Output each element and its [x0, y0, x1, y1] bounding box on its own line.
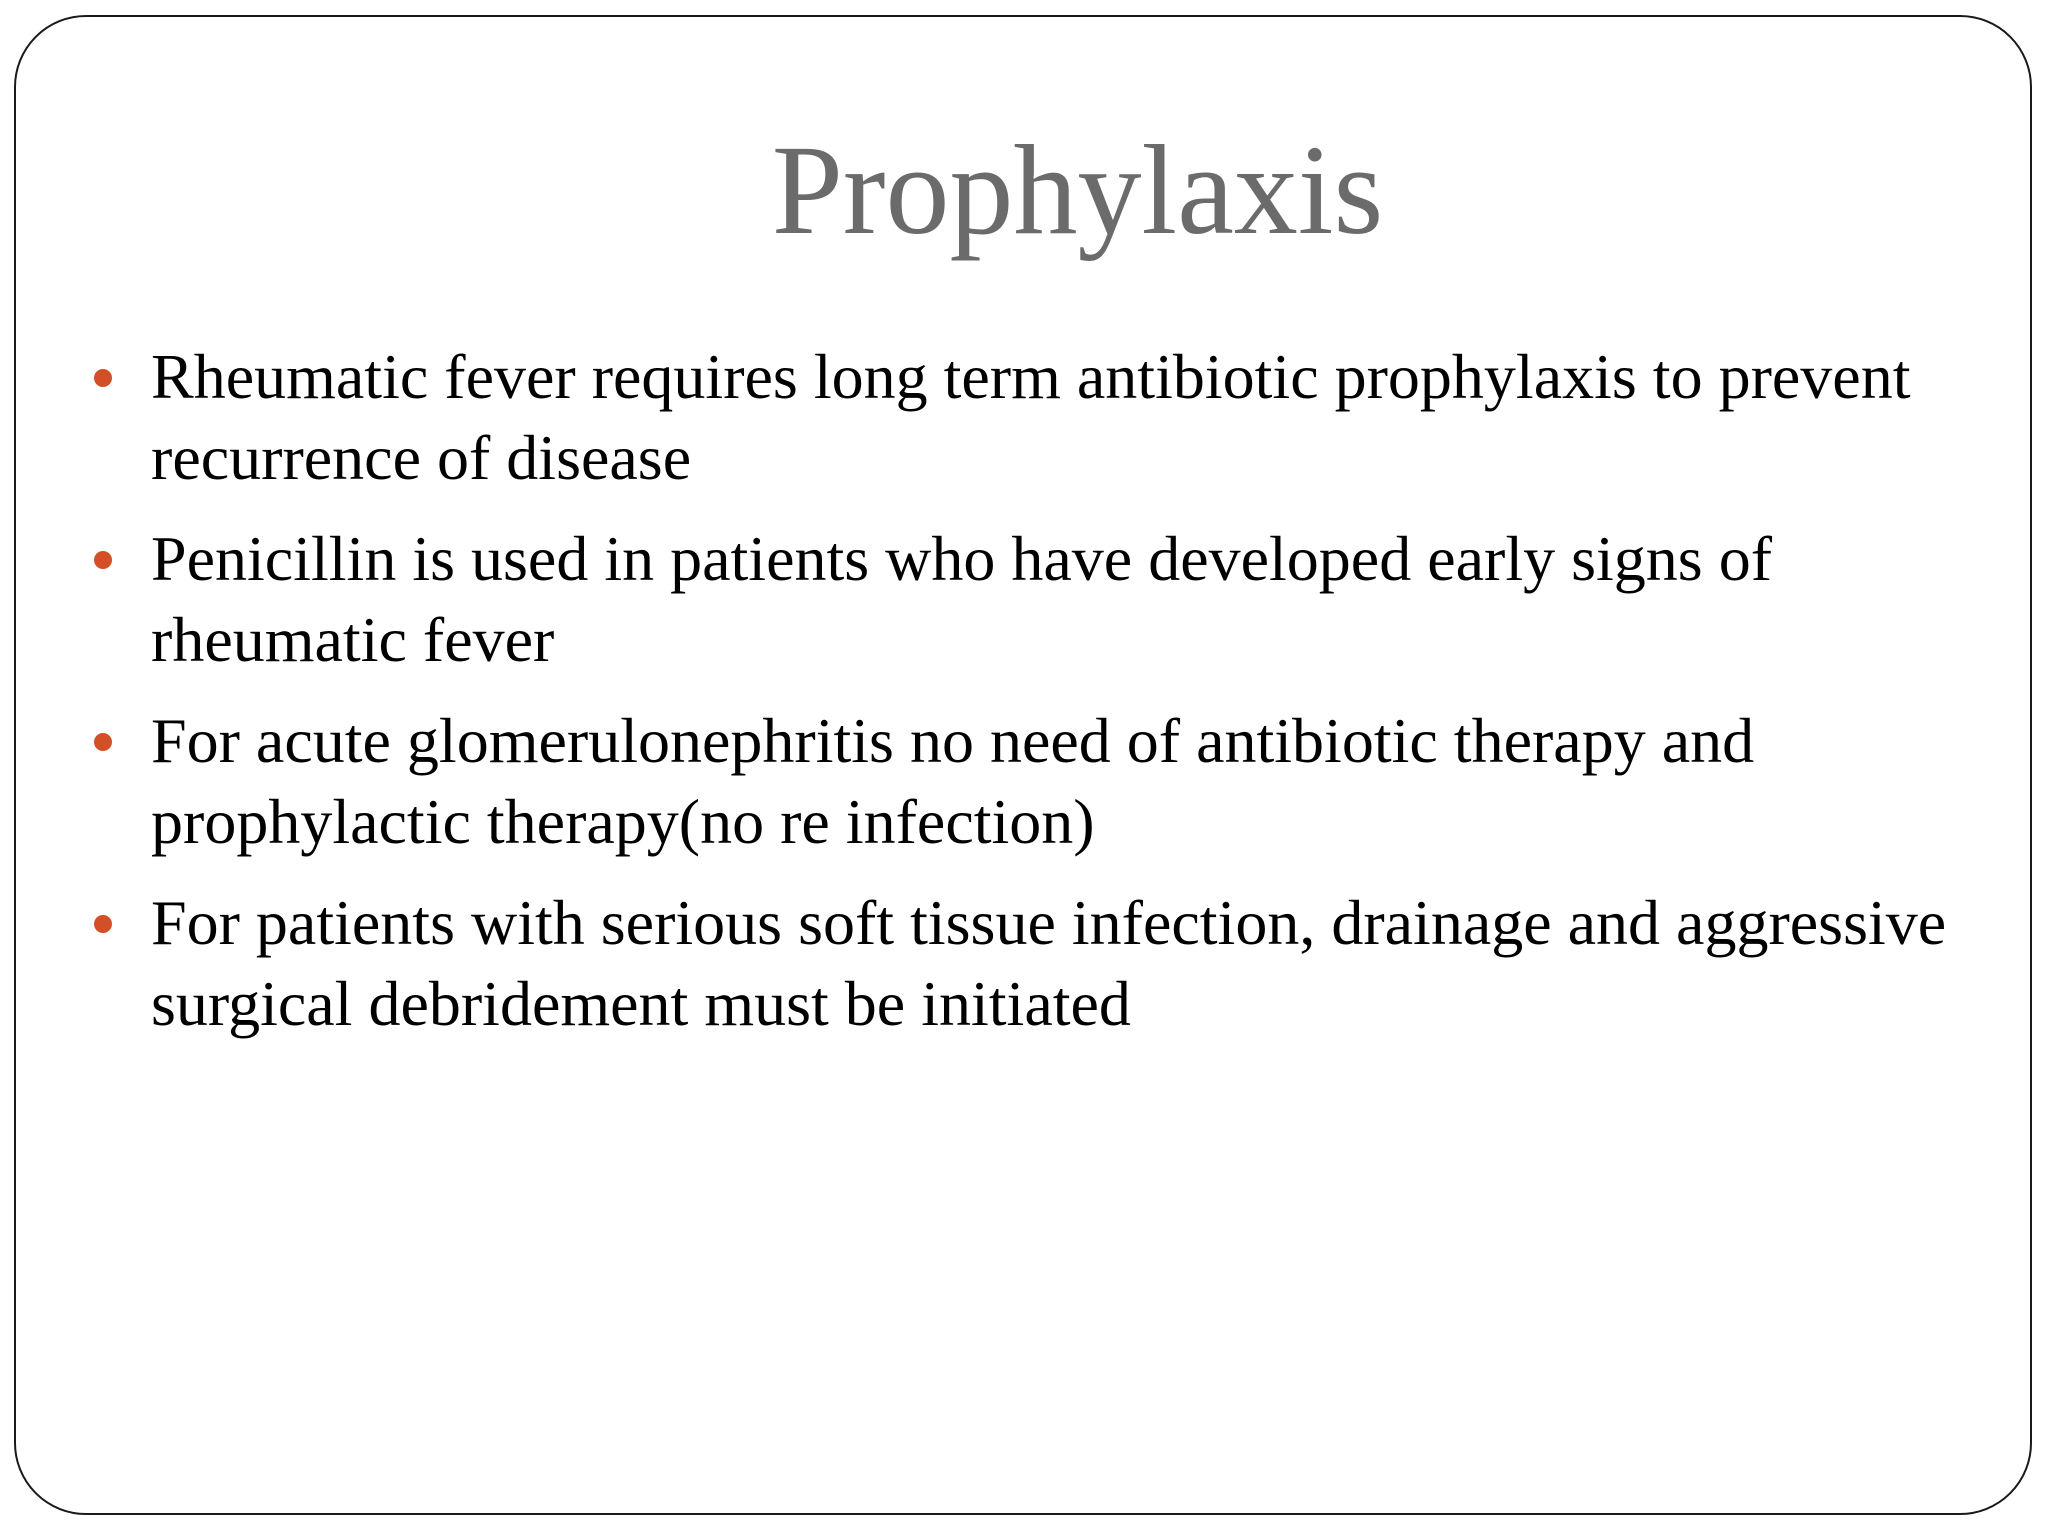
bullet-dot-icon	[94, 915, 112, 933]
bullet-text: For patients with serious soft tissue infection, drainage and aggressive surgical debridement must be initiated	[151, 887, 1947, 1039]
bullet-dot-icon	[94, 551, 112, 569]
bullet-text: Rheumatic fever requires long term antibiotic prophylaxis to prevent recurrence of disease	[151, 341, 1911, 493]
slide-title: Prophylaxis	[771, 119, 1384, 261]
bullet-item	[0, 700, 2048, 862]
bullet-item	[0, 882, 2048, 1044]
bullet-text: For acute glomerulonephritis no need of antibiotic therapy and prophylactic therapy(no re infection)	[151, 705, 1755, 857]
bullet-dot-icon	[94, 369, 112, 387]
bullet-text: Penicillin is used in patients who have developed early signs of rheumatic fever	[151, 523, 1772, 675]
bullet-list	[0, 336, 2048, 1064]
bullet-item	[0, 336, 2048, 498]
bullet-item	[0, 518, 2048, 680]
bullet-dot-icon	[94, 733, 112, 751]
